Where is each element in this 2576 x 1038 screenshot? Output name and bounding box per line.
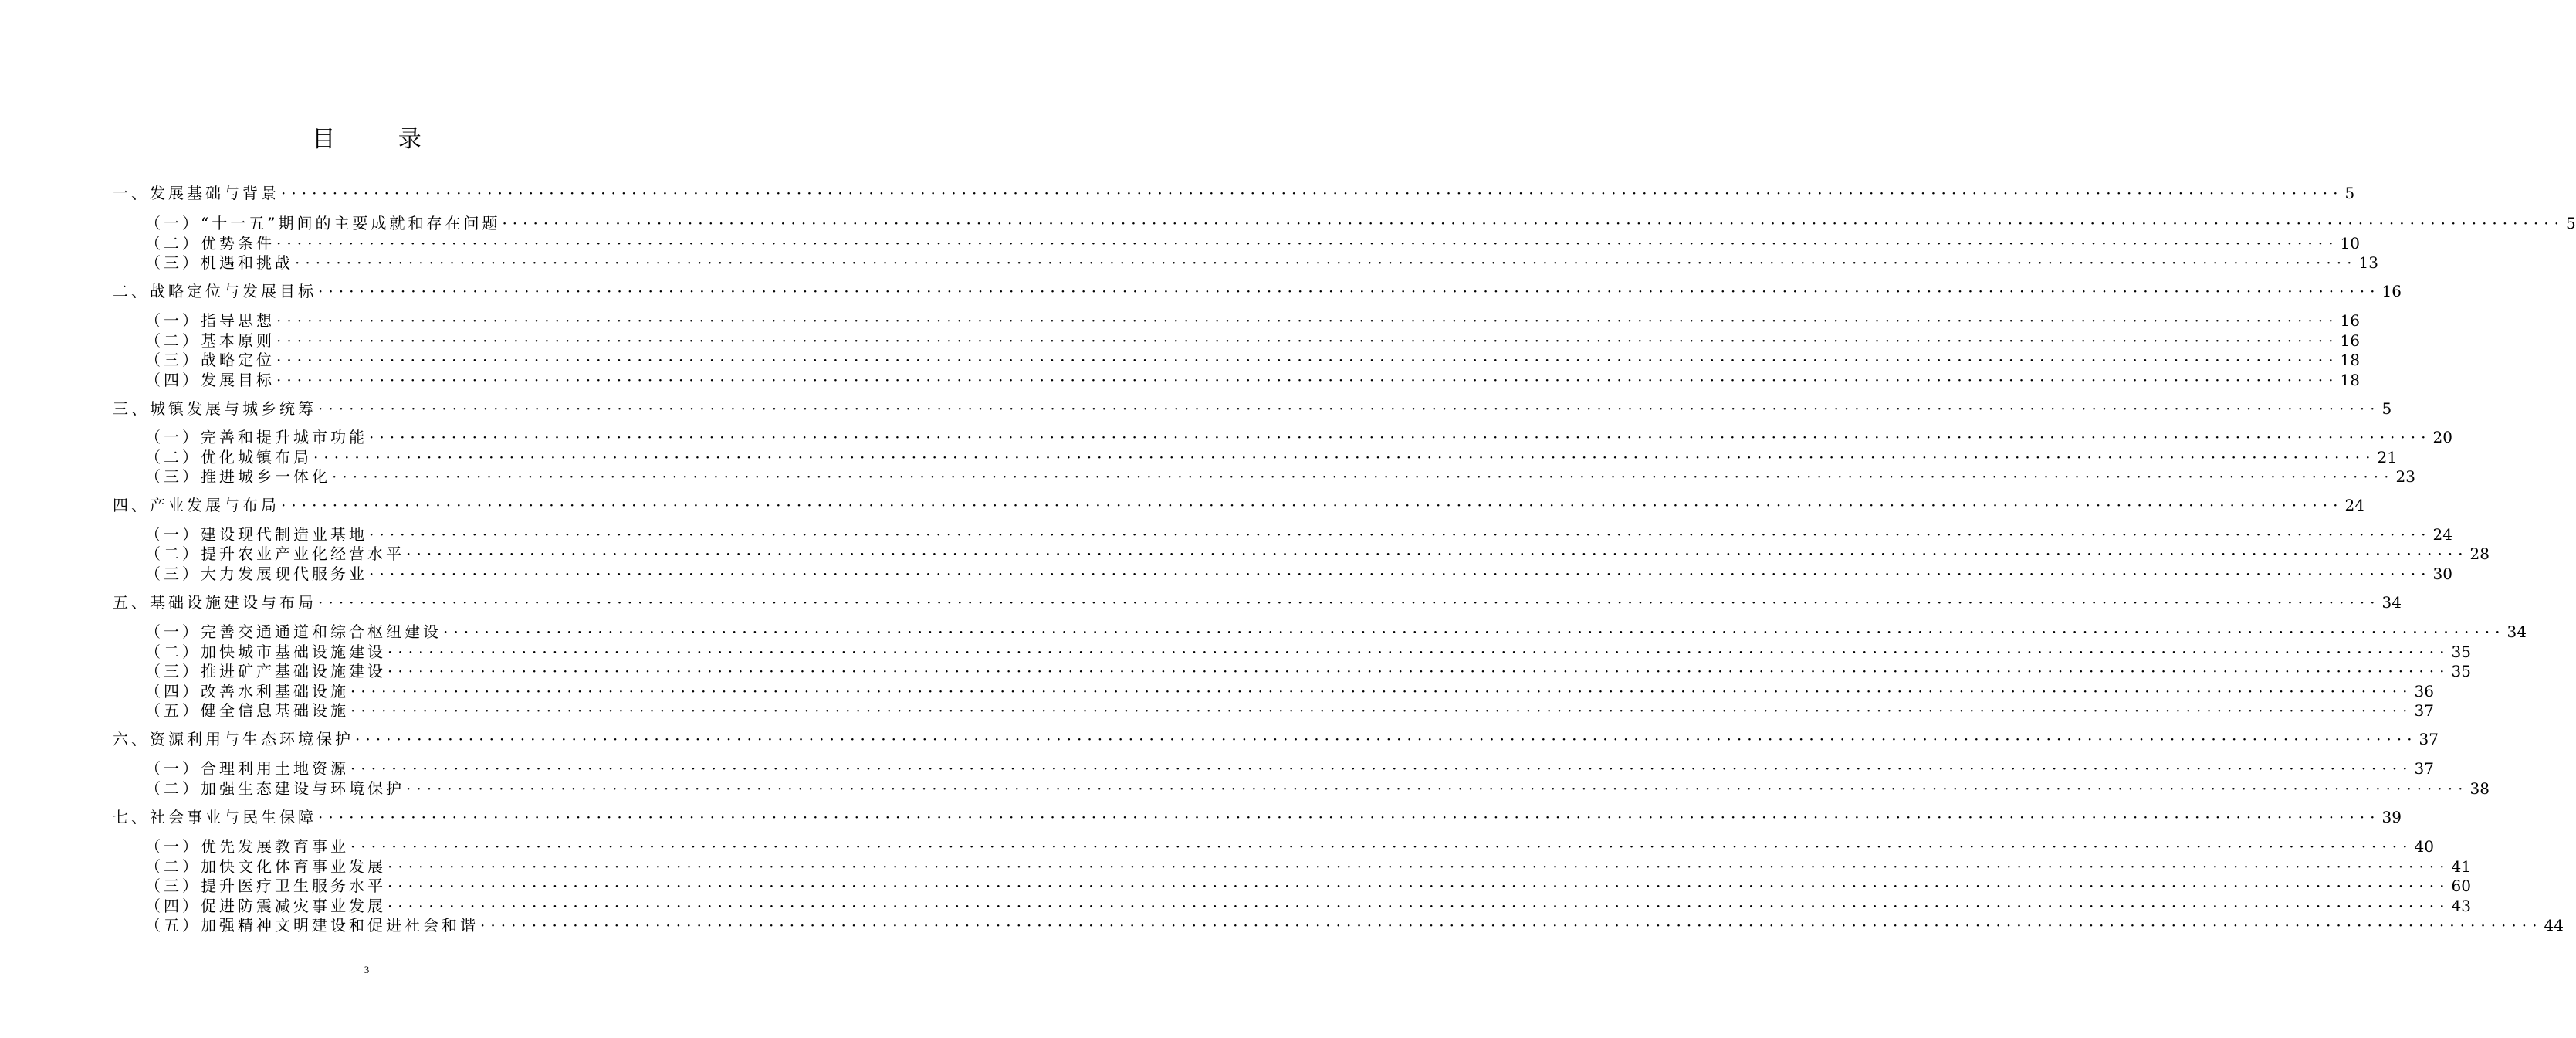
toc-entry-page: 16 bbox=[2381, 282, 2402, 300]
toc-chapter-entry bbox=[113, 592, 2402, 612]
dot-leader: ········································································································································································································ bbox=[388, 897, 2450, 915]
toc-section-entry bbox=[145, 642, 2471, 662]
toc-section-entry bbox=[145, 564, 2452, 584]
page-number: 3 bbox=[364, 964, 370, 975]
dot-leader: ········································································································································································································ bbox=[388, 857, 2450, 876]
dot-leader: ········································································································································································································ bbox=[480, 916, 2543, 935]
toc-chapter-entry bbox=[113, 729, 2439, 749]
toc-entry-page: 24 bbox=[2344, 496, 2364, 514]
toc-section-entry bbox=[145, 778, 2490, 799]
dot-leader: ········································································································································································································ bbox=[406, 779, 2469, 798]
toc-entry-page: 36 bbox=[2414, 682, 2434, 700]
toc-entry-page: 34 bbox=[2381, 593, 2402, 612]
toc-entry-label: （四）发展目标 bbox=[145, 371, 275, 389]
toc-chapter-entry bbox=[113, 281, 2402, 301]
dot-leader: ········································································································································································································ bbox=[276, 234, 2339, 253]
dot-leader: ········································································································································································································ bbox=[369, 565, 2432, 583]
toc-entry-label: （五）健全信息基础设施 bbox=[145, 701, 349, 720]
toc-entry-page: 30 bbox=[2432, 565, 2452, 583]
toc-entry-page: 5 bbox=[2344, 184, 2355, 202]
toc-section-entry bbox=[145, 876, 2471, 896]
toc-entry-label: 六、资源利用与生态环境保护 bbox=[113, 730, 354, 748]
toc-entry-label: （三）推进城乡一体化 bbox=[145, 467, 330, 486]
toc-section-entry bbox=[145, 233, 2360, 253]
toc-chapter-entry bbox=[113, 807, 2402, 827]
toc-entry-label: 一、发展基础与背景 bbox=[113, 184, 279, 202]
toc-entry-label: （二）优化城镇布局 bbox=[145, 448, 312, 466]
toc-section-entry bbox=[145, 700, 2434, 721]
dot-leader: ········································································································································································································ bbox=[276, 351, 2339, 369]
toc-entry-page: 37 bbox=[2414, 701, 2434, 720]
toc-section-entry bbox=[145, 213, 2576, 233]
dot-leader: ········································································································································································································ bbox=[355, 730, 2418, 748]
toc-entry-label: （三）提升医疗卫生服务水平 bbox=[145, 877, 386, 895]
toc-entry-page: 35 bbox=[2451, 643, 2471, 661]
toc-entry-label: （三）战略定位 bbox=[145, 351, 275, 369]
toc-entry-label: （二）基本原则 bbox=[145, 331, 275, 350]
dot-leader: ········································································································································································································ bbox=[313, 448, 2376, 466]
dot-leader: ········································································································································································································ bbox=[369, 525, 2432, 544]
toc-entry-label: （二）优势条件 bbox=[145, 234, 275, 253]
toc-entry-label: （三）推进矿产基础设施建设 bbox=[145, 662, 386, 680]
toc-section-entry bbox=[145, 253, 2378, 273]
toc-section-entry bbox=[145, 310, 2360, 331]
toc-chapter-entry bbox=[113, 399, 2392, 419]
toc-chapter-entry bbox=[113, 495, 2364, 515]
dot-leader: ········································································································································································································ bbox=[369, 428, 2432, 446]
toc-entry-label: （二）提升农业产业化经营水平 bbox=[145, 544, 405, 563]
toc-chapter-entry bbox=[113, 183, 2355, 203]
toc-entry-page: 35 bbox=[2451, 662, 2471, 680]
dot-leader: ········································································································································································································ bbox=[318, 808, 2381, 826]
toc-section-entry bbox=[145, 466, 2415, 487]
toc-entry-label: （一）完善交通通道和综合枢纽建设 bbox=[145, 622, 442, 641]
page-title: 目 录 bbox=[312, 126, 449, 153]
dot-leader: ········································································································································································································ bbox=[318, 282, 2381, 300]
dot-leader: ········································································································································································································ bbox=[332, 467, 2395, 486]
toc-entry-page: 40 bbox=[2414, 837, 2434, 856]
dot-leader: ········································································································································································································ bbox=[350, 682, 2413, 700]
toc-section-entry bbox=[145, 622, 2527, 642]
dot-leader: ········································································································································································································ bbox=[276, 311, 2339, 330]
toc-entry-page: 16 bbox=[2340, 311, 2360, 330]
toc-entry-label: （一）指导思想 bbox=[145, 311, 275, 330]
toc-entry-label: （四）促进防震减灾事业发展 bbox=[145, 897, 386, 915]
toc-entry-label: （三）机遇和挑战 bbox=[145, 253, 293, 272]
dot-leader: ········································································································································································································ bbox=[502, 214, 2564, 232]
toc-entry-page: 37 bbox=[2414, 759, 2434, 778]
dot-leader: ········································································································································································································ bbox=[388, 662, 2450, 680]
dot-leader: ········································································································································································································ bbox=[318, 399, 2381, 418]
toc-entry-label: 二、战略定位与发展目标 bbox=[113, 282, 316, 300]
dot-leader: ········································································································································································································ bbox=[281, 184, 2344, 202]
toc-entry-page: 43 bbox=[2451, 897, 2471, 915]
toc-section-entry bbox=[145, 681, 2434, 701]
dot-leader: ········································································································································································································ bbox=[276, 331, 2339, 350]
toc-section-entry bbox=[145, 524, 2452, 544]
toc-entry-label: （一）完善和提升城市功能 bbox=[145, 428, 367, 446]
dot-leader: ········································································································································································································ bbox=[350, 759, 2413, 778]
toc-entry-page: 34 bbox=[2507, 622, 2527, 641]
toc-section-entry bbox=[145, 350, 2360, 370]
dot-leader: ········································································································································································································ bbox=[388, 877, 2450, 895]
toc-section-entry bbox=[145, 857, 2471, 877]
toc-entry-page: 18 bbox=[2340, 371, 2360, 389]
toc-entry-page: 28 bbox=[2469, 544, 2490, 563]
toc-entry-label: 五、基础设施建设与布局 bbox=[113, 593, 316, 612]
toc-entry-page: 20 bbox=[2432, 428, 2452, 446]
toc-entry-page: 10 bbox=[2340, 234, 2360, 253]
toc-entry-page: 16 bbox=[2340, 331, 2360, 350]
toc-entry-label: （二）加强生态建设与环境保护 bbox=[145, 779, 405, 798]
toc-entry-page: 60 bbox=[2451, 877, 2471, 895]
toc-section-entry bbox=[145, 896, 2471, 916]
toc-entry-page: 44 bbox=[2544, 916, 2564, 935]
dot-leader: ········································································································································································································ bbox=[388, 643, 2450, 661]
toc-entry-label: （二）加快城市基础设施建设 bbox=[145, 643, 386, 661]
dot-leader: ········································································································································································································ bbox=[443, 622, 2506, 641]
toc-entry-label: 七、社会事业与民生保障 bbox=[113, 808, 316, 826]
dot-leader: ········································································································································································································ bbox=[281, 496, 2344, 514]
toc-section-entry bbox=[145, 331, 2360, 351]
dot-leader: ········································································································································································································ bbox=[318, 593, 2381, 612]
toc-entry-page: 24 bbox=[2432, 525, 2452, 544]
toc-entry-page: 39 bbox=[2381, 808, 2402, 826]
toc-section-entry bbox=[145, 661, 2471, 681]
dot-leader: ········································································································································································································ bbox=[350, 837, 2413, 856]
dot-leader: ········································································································································································································ bbox=[350, 701, 2413, 720]
toc-entry-label: （四）改善水利基础设施 bbox=[145, 682, 349, 700]
dot-leader: ········································································································································································································ bbox=[406, 544, 2469, 563]
toc-entry-page: 13 bbox=[2358, 253, 2378, 272]
toc-section-entry bbox=[145, 447, 2397, 467]
toc-entry-label: （二）加快文化体育事业发展 bbox=[145, 857, 386, 876]
toc-entry-page: 37 bbox=[2419, 730, 2439, 748]
toc-section-entry bbox=[145, 836, 2434, 857]
toc-entry-page: 5 bbox=[2381, 399, 2392, 418]
toc-entry-label: （一）建设现代制造业基地 bbox=[145, 525, 367, 544]
dot-leader: ········································································································································································································ bbox=[276, 371, 2339, 389]
toc-section-entry bbox=[145, 544, 2490, 564]
toc-entry-page: 41 bbox=[2451, 857, 2471, 876]
toc-section-entry bbox=[145, 758, 2434, 778]
toc-entry-label: 三、城镇发展与城乡统筹 bbox=[113, 399, 316, 418]
toc-section-entry bbox=[145, 370, 2360, 390]
toc-entry-label: （一）“十一五”期间的主要成就和存在问题 bbox=[145, 214, 501, 232]
toc-section-entry bbox=[145, 427, 2452, 447]
toc-entry-page: 38 bbox=[2469, 779, 2490, 798]
toc-entry-label: 四、产业发展与布局 bbox=[113, 496, 279, 514]
toc-entry-page: 5 bbox=[2565, 214, 2576, 232]
toc-entry-page: 21 bbox=[2377, 448, 2397, 466]
toc-entry-page: 23 bbox=[2395, 467, 2415, 486]
toc-entry-label: （五）加强精神文明建设和促进社会和谐 bbox=[145, 916, 479, 935]
toc-entry-label: （三）大力发展现代服务业 bbox=[145, 565, 367, 583]
toc-entry-page: 18 bbox=[2340, 351, 2360, 369]
dot-leader: ········································································································································································································ bbox=[295, 253, 2358, 272]
toc-entry-label: （一）优先发展教育事业 bbox=[145, 837, 349, 856]
toc-section-entry bbox=[145, 915, 2564, 935]
toc-entry-label: （一）合理利用土地资源 bbox=[145, 759, 349, 778]
